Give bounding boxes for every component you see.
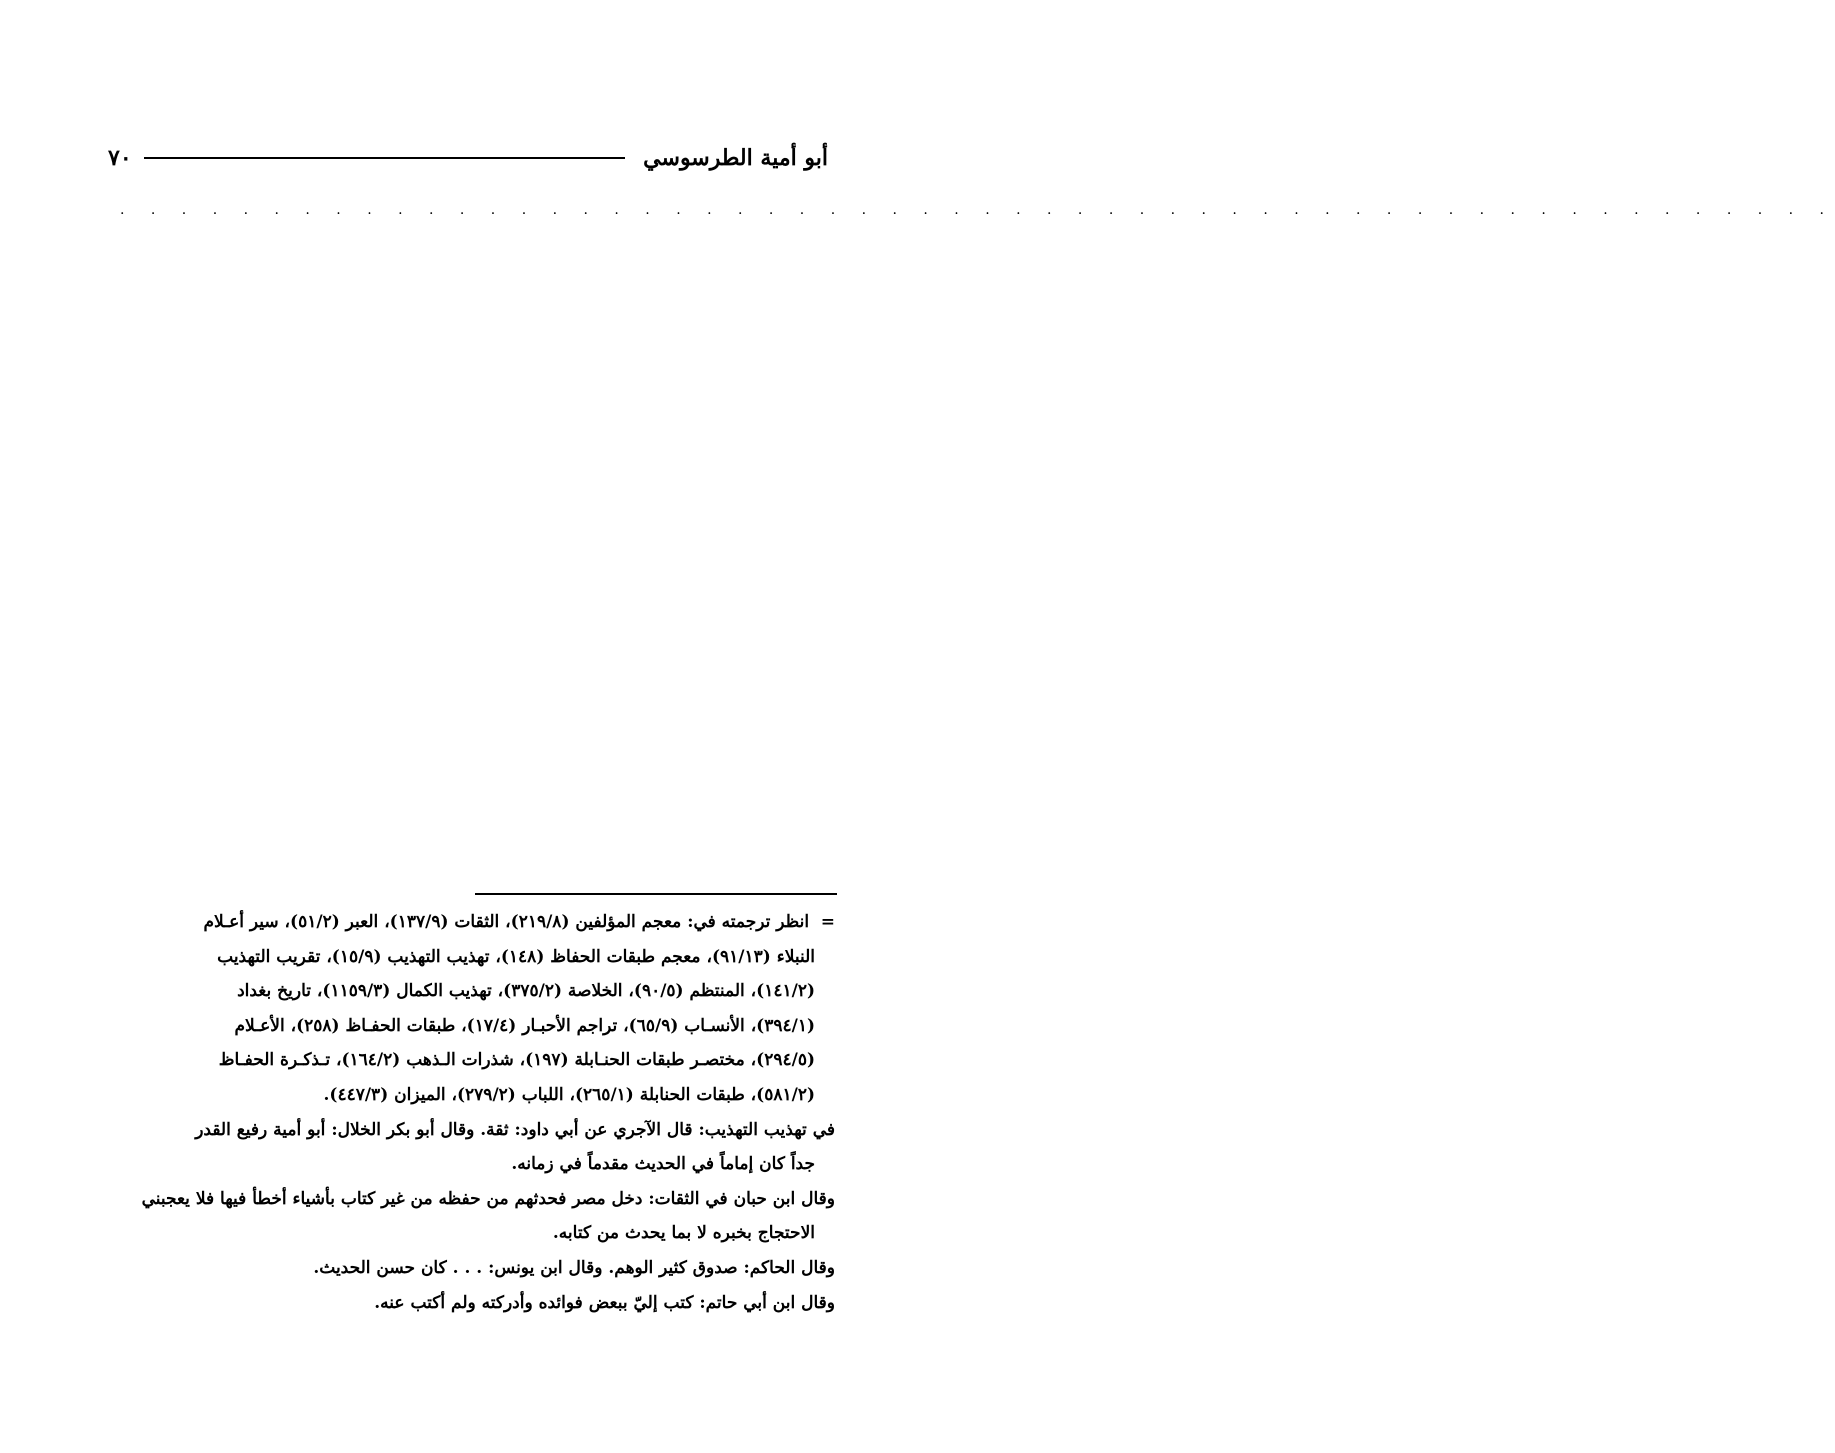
page-number: ٧٠ (108, 145, 132, 171)
tahdhib-paragraph (110, 1113, 835, 1182)
hakim-line: وقال الحاكم: صدوق كثير الوهم. وقال ابن يونس: . . . كان حسن الحديث. (313, 1257, 835, 1278)
ibn-hibban-line-1: وقال ابن حبان في الثقات: دخل مصر فحدثهم من حفظه من غير كتاب بأشياء أخطأ فيها فلا يعجبني (141, 1188, 835, 1209)
ibn-abi-hatim-line: وقال ابن أبي حاتم: كتب إليّ ببعض فوائده وأدركته ولم أكتب عنه. (374, 1292, 835, 1313)
ibn-hibban-paragraph (110, 1182, 835, 1251)
references-line-3: (١٤١/٢)، المنتظم (٩٠/٥)، الخلاصة (٣٧٥/٢)، تهذيب الكمال (١١٥٩/٣)، تاريخ بغداد (237, 981, 815, 1002)
running-title: أبو أمية الطرسوسي (643, 145, 828, 171)
header-rule (144, 157, 626, 159)
references-line-2: النبلاء (٩١/١٣)، معجم طبقات الحفاظ (١٤٨)، تهذيب التهذيب (١٥/٩)، تقريب التهذيب (217, 946, 815, 967)
tahdhib-line-2: جداً كان إماماً في الحديث مقدماً في زمانه. (511, 1154, 815, 1175)
references-paragraph (110, 905, 835, 1113)
references-line-1 (110, 905, 835, 940)
footnotes (110, 905, 835, 1320)
references-line-4: (٣٩٤/١)، الأنسـاب (٦٥/٩)، تراجم الأحبـار (١٧/٤)، طبقات الحفـاظ (٢٥٨)، الأعـلام (234, 1015, 815, 1036)
hakim-paragraph (110, 1251, 835, 1286)
tahdhib-line-1: في تهذيب التهذيب: قال الآجري عن أبي داود: ثقة. وقال أبو بكر الخلال: أبو أمية رفيع القدر (195, 1119, 835, 1140)
ibn-hibban-line-2: الاحتجاج بخبره لا بما يحدث من كتابه. (552, 1223, 815, 1244)
continuation-mark: = (820, 912, 835, 932)
references-line-1-text: انظر ترجمته في: معجم المؤلفين (٢١٩/٨)، الثقات (١٣٧/٩)، العبر (٥١/٢)، سير أعـلام (203, 912, 810, 932)
references-line-6: (٥٨١/٢)، طبقات الحنابلة (٢٦٥/١)، اللباب (٢٧٩/٢)، الميزان (٤٤٧/٣). (323, 1084, 815, 1105)
references-line-5: (٢٩٤/٥)، مختصـر طبقات الحنـابلة (١٩٧)، شذرات الـذهب (١٦٤/٢)، تـذكـرة الحفـاظ (218, 1050, 815, 1071)
page-header (108, 138, 828, 178)
footnote-rule (475, 893, 837, 895)
separator-dots: . . . . . . . . . . . . . . . . . . . . . . . . . . . . . . . . . . . . . . . . . . . . . . . . . . . . . . . . (120, 202, 1835, 218)
ibn-abi-hatim-paragraph (110, 1286, 835, 1321)
